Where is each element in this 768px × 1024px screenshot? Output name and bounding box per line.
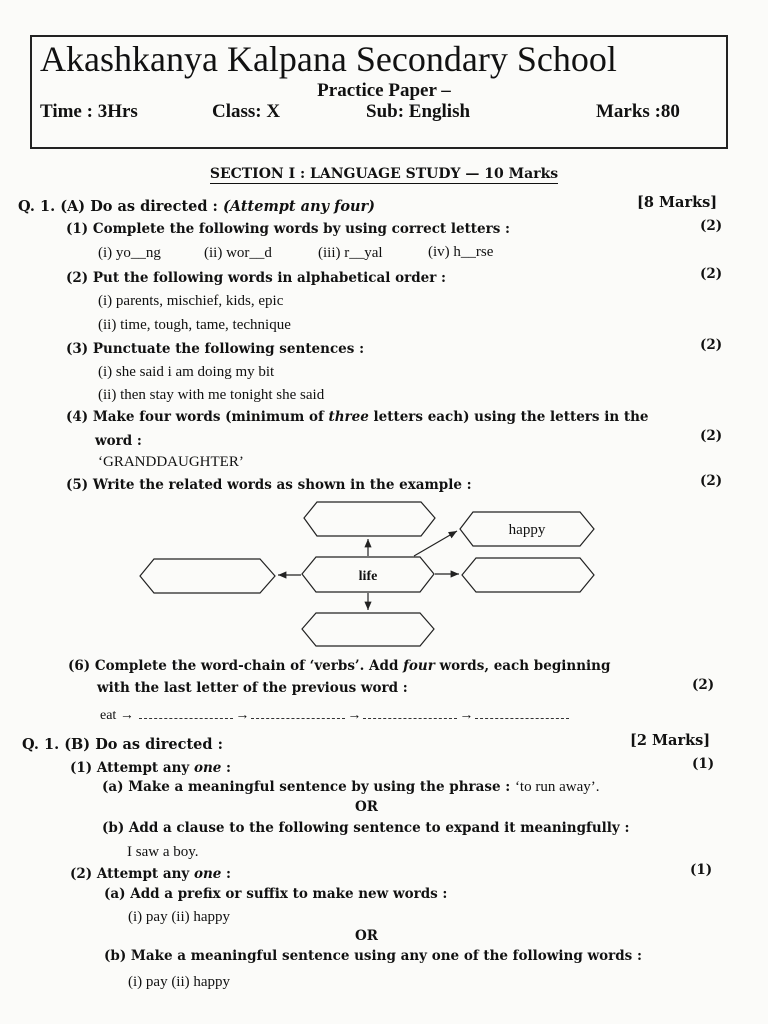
arrow-diag	[414, 531, 457, 556]
q1a-item2-text: (2) Put the following words in alphabetical order :	[66, 270, 447, 286]
hex-bottom	[302, 613, 434, 646]
hex-top	[304, 502, 435, 536]
q1a-item3-marks: (2)	[700, 337, 723, 353]
q1a-item3-line1: (i) she said i am doing my bit	[98, 364, 275, 380]
q1a-item1-opt3: (iii) r__yal	[318, 245, 383, 261]
q1a-item4-word: ‘GRANDDAUGHTER’	[98, 454, 244, 470]
q1a-item4-text-line2: word :	[95, 433, 142, 449]
q1b-p1-b-line: I saw a boy.	[127, 844, 199, 860]
hex-right	[462, 558, 594, 592]
q1b-p1-b: (b) Add a clause to the following sentence to expand it meaningfully :	[102, 820, 630, 836]
word-chain: eat → → → →	[100, 708, 571, 724]
q1b-p1-a: (a) Make a meaningful sentence by using the phrase : ‘to run away’.	[102, 779, 600, 795]
q1a-item6-marks: (2)	[692, 677, 715, 693]
q1b-p2-head: (2) Attempt any one :	[70, 866, 232, 882]
hex-left	[140, 559, 275, 593]
q1a-item1-text: (1) Complete the following words by using correct letters :	[66, 221, 511, 237]
q1a-item1-marks: (2)	[700, 218, 723, 234]
q1b-p2-or: OR	[355, 928, 378, 944]
blank-3	[363, 710, 457, 719]
q1b-marks: [2 Marks]	[630, 732, 711, 749]
q1b-p1-marks: (1)	[692, 756, 715, 772]
blank-2	[251, 710, 345, 719]
q1b-p2-a: (a) Add a prefix or suffix to make new words :	[104, 886, 448, 902]
q1b-p1-or: OR	[355, 799, 378, 815]
q1a-item6-text-line2: with the last letter of the previous word :	[97, 680, 408, 696]
blank-1	[139, 710, 233, 719]
q1a-item4-marks: (2)	[700, 428, 723, 444]
q1a-title: Q. 1. (A) Do as directed : (Attempt any four)	[18, 198, 376, 215]
q1b-p2-a-line: (i) pay (ii) happy	[128, 909, 231, 925]
class-label: Class: X	[212, 101, 281, 122]
q1b-p1-head: (1) Attempt any one :	[70, 760, 232, 776]
q1a-item2-line2: (ii) time, tough, tame, technique	[98, 317, 291, 333]
word-chain-start: eat	[100, 708, 117, 723]
section-title: SECTION I : LANGUAGE STUDY — 10 Marks	[209, 166, 559, 182]
example-word: happy	[508, 522, 546, 538]
q1a-item1-opt1: (i) yo__ng	[98, 245, 161, 261]
q1a-item5-text: (5) Write the related words as shown in the example :	[66, 477, 472, 493]
q1b-p2-b: (b) Make a meaningful sentence using any one of the following words :	[104, 948, 642, 964]
q1a-item5-marks: (2)	[700, 473, 723, 489]
time-label: Time : 3Hrs	[40, 101, 138, 122]
q1b-p2-b-line: (i) pay (ii) happy	[128, 974, 231, 990]
q1a-item1-opt2: (ii) wor__d	[204, 245, 272, 261]
q1b-title: Q. 1. (B) Do as directed :	[22, 736, 223, 753]
q1a-item2-line1: (i) parents, mischief, kids, epic	[98, 293, 284, 309]
school-name: Akashkanya Kalpana Secondary School	[40, 39, 617, 79]
paper-title: Practice Paper –	[317, 80, 451, 101]
q1a-item2-marks: (2)	[700, 266, 723, 282]
subject-label: Sub: English	[366, 101, 471, 122]
marks-label: Marks :80	[596, 101, 680, 122]
q1a-item6-text: (6) Complete the word-chain of ‘verbs’. Add four words, each beginning	[68, 658, 611, 674]
q1a-item3-line2: (ii) then stay with me tonight she said	[98, 387, 325, 403]
q1a-marks: [8 Marks]	[637, 194, 718, 211]
q1b-p2-marks: (1)	[690, 862, 713, 878]
q1a-item4-text: (4) Make four words (minimum of three letters each) using the letters in the	[66, 409, 649, 425]
q1a-item3-text: (3) Punctuate the following sentences :	[66, 341, 365, 357]
blank-4	[475, 710, 569, 719]
center-word: life	[358, 569, 378, 584]
q1a-item1-opt4: (iv) h__rse	[428, 244, 494, 260]
